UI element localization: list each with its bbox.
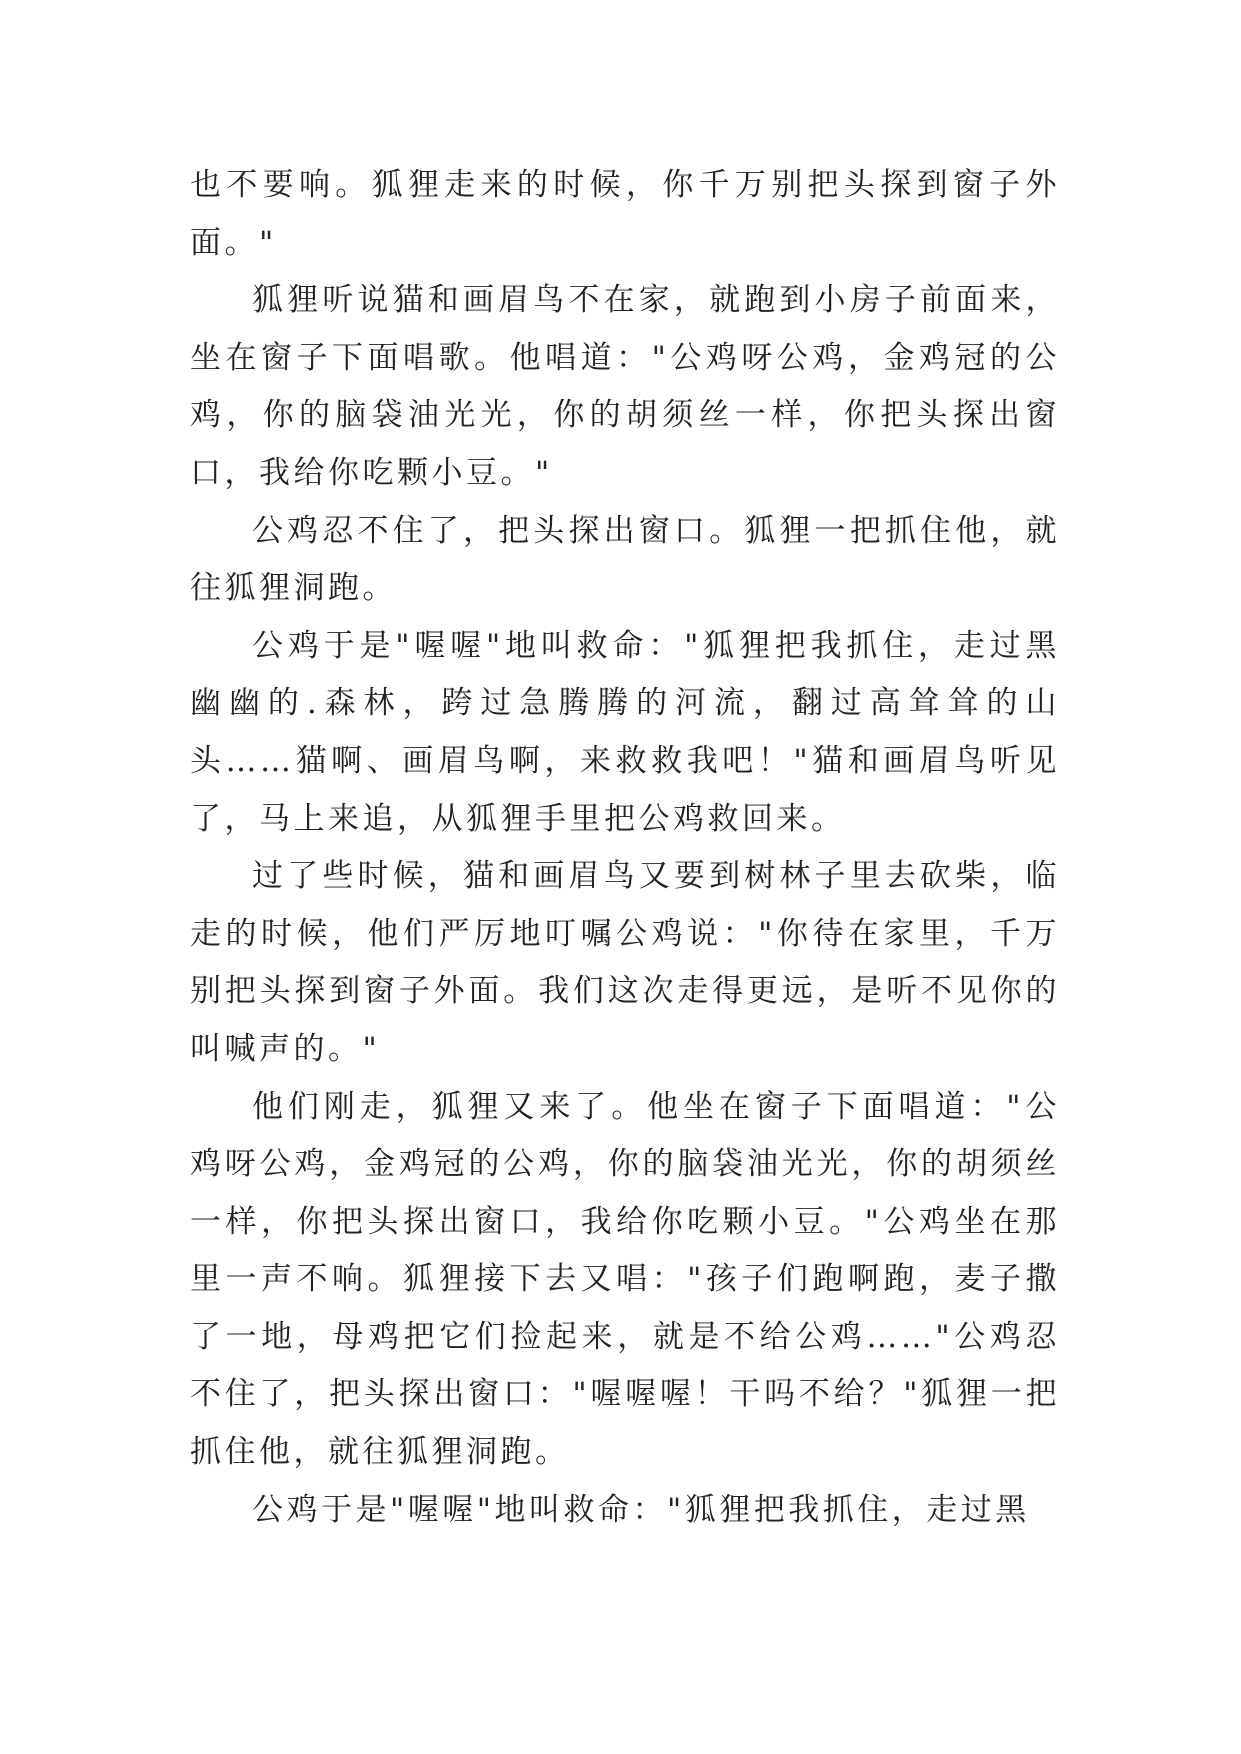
paragraph-6: 他们刚走，狐狸又来了。他坐在窗子下面唱道："公鸡呀公鸡，金鸡冠的公鸡，你的脑袋油光光，你的胡须丝一样，你把头探出窗口，我给你吃颗小豆。"公鸡坐在那里一声不响。狐狸接下去又唱："孩子们跑啊跑，麦子撒了一地，母鸡把它们捡起来，就是不给公鸡……"公鸡忍不住了，把头探出窗口："喔喔喔！干吗不给？"狐狸一把抓住他，就往狐狸洞跑。	[190, 1088, 1060, 1471]
paragraph-5: 过了些时候，猫和画眉鸟又要到树林子里去砍柴，临走的时候，他们严厉地叮嘱公鸡说："你待在家里，千万别把头探到窗子外面。我们这次走得更远，是听不见你的叫喊声的。"	[190, 858, 1060, 1067]
body-text	[190, 157, 1060, 1539]
paragraph-1: 也不要响。狐狸走来的时候，你千万别把头探到窗子外面。"	[190, 167, 1060, 261]
paragraph-4: 公鸡于是"喔喔"地叫救命："狐狸把我抓住，走过黑幽幽的.森林，跨过急腾腾的河流，翻过高耸耸的山头……猫啊、画眉鸟啊，来救救我吧！"猫和画眉鸟听见了，马上来追，从狐狸手里把公鸡救回来。	[190, 627, 1060, 837]
paragraph-3: 公鸡忍不住了，把头探出窗口。狐狸一把抓住他，就往狐狸洞跑。	[190, 512, 1060, 607]
paragraph-7: 公鸡于是"喔喔"地叫救命："狐狸把我抓住，走过黑	[252, 1491, 1030, 1528]
paragraph-2: 狐狸听说猫和画眉鸟不在家，就跑到小房子前面来，坐在窗子下面唱歌。他唱道："公鸡呀公鸡，金鸡冠的公鸡，你的脑袋油光光，你的胡须丝一样，你把头探出窗口，我给你吃颗小豆。"	[190, 282, 1060, 491]
